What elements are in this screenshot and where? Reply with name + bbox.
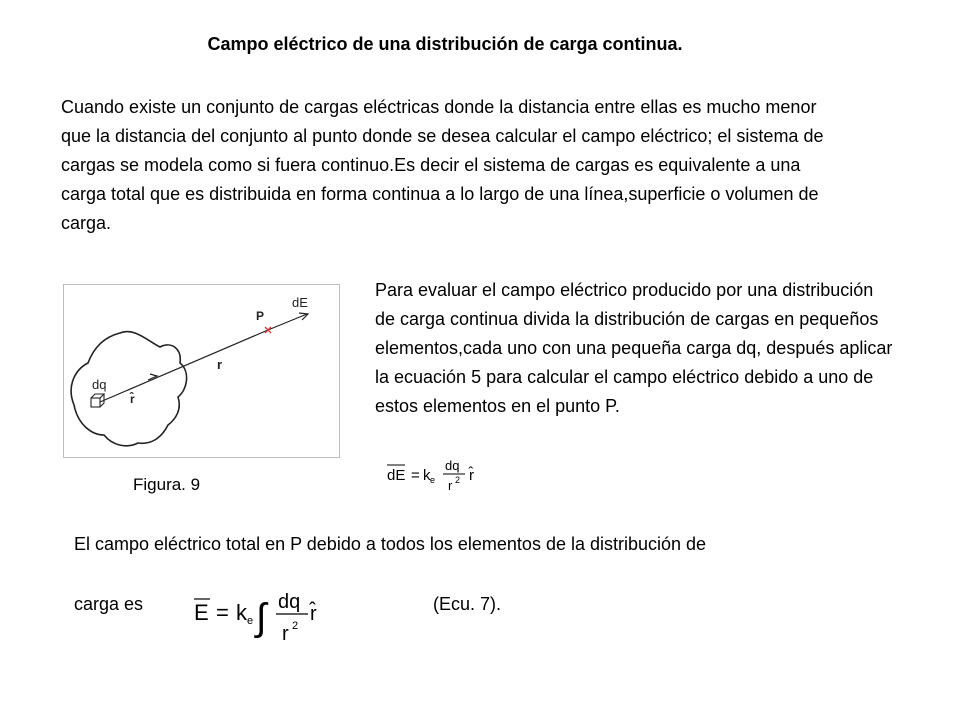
eq1-denominator-exp: 2 [455,475,461,485]
eq1-k: k [423,467,431,484]
eq2-integral: ∫ [256,597,267,639]
r-vector-label: r [217,357,223,372]
eq2-k: k [236,600,247,625]
equation-reference: (Ecu. 7). [433,594,502,614]
eq2-k-sub: e [247,615,254,627]
figure-caption: Figura. 9 [133,475,201,494]
eq2-denominator-exp: 2 [292,620,299,632]
eq2-unit-vector: r̂ [310,603,317,625]
eq2-denominator: r [282,623,289,645]
eq1-k-sub: e [430,475,436,485]
eq1-lhs: dE [387,467,406,484]
intro-paragraph: Cuando existe un conjunto de cargas eléctricas donde la distancia entre ellas es mucho menor que la distancia del conjunto al punto donde se desea calcular el campo eléctrico; el sistema de cargas se modela como si fuera continuo.Es decir el sistema de cargas es equivalente a una carga total que es distribuida en forma continua a lo largo de una línea,superficie o volumen de carga. [61,97,824,233]
field-arrow-line [268,314,307,330]
total-field-sentence-end: carga es [74,594,144,614]
eq1-unit-vector: r̂ [469,467,474,484]
eq1-equals: = [411,467,420,484]
point-p-marker [265,327,271,333]
slide-title: Campo eléctrico de una distribución de carga continua. [207,34,683,54]
figure-9 [63,284,340,458]
field-label: dE [292,295,308,310]
second-paragraph: Para evaluar el campo eléctrico producido por una distribución de carga continua divida la distribución de cargas en pequeños elementos,cada uno con una pequeña carga dq, después aplicar la ecuación 5 para calcular el campo eléctrico debido a uno de estos elementos en el punto P. [375,280,893,416]
r-hat-label: r̂ [130,392,135,406]
equation-total-field [190,582,340,650]
eq1-denominator: r [448,478,453,493]
dq-label: dq [92,377,107,392]
charge-distribution-blob [71,332,186,446]
eq2-lhs: E [194,600,209,625]
eq2-numerator: dq [278,591,301,613]
point-p-label: P [256,309,265,323]
total-field-sentence: El campo eléctrico total en P debido a todos los elementos de la distribución de [74,534,707,554]
equation-element-field [385,452,495,498]
eq2-equals: = [216,600,229,625]
eq1-numerator: dq [445,458,460,473]
figure-diagram [64,285,339,457]
